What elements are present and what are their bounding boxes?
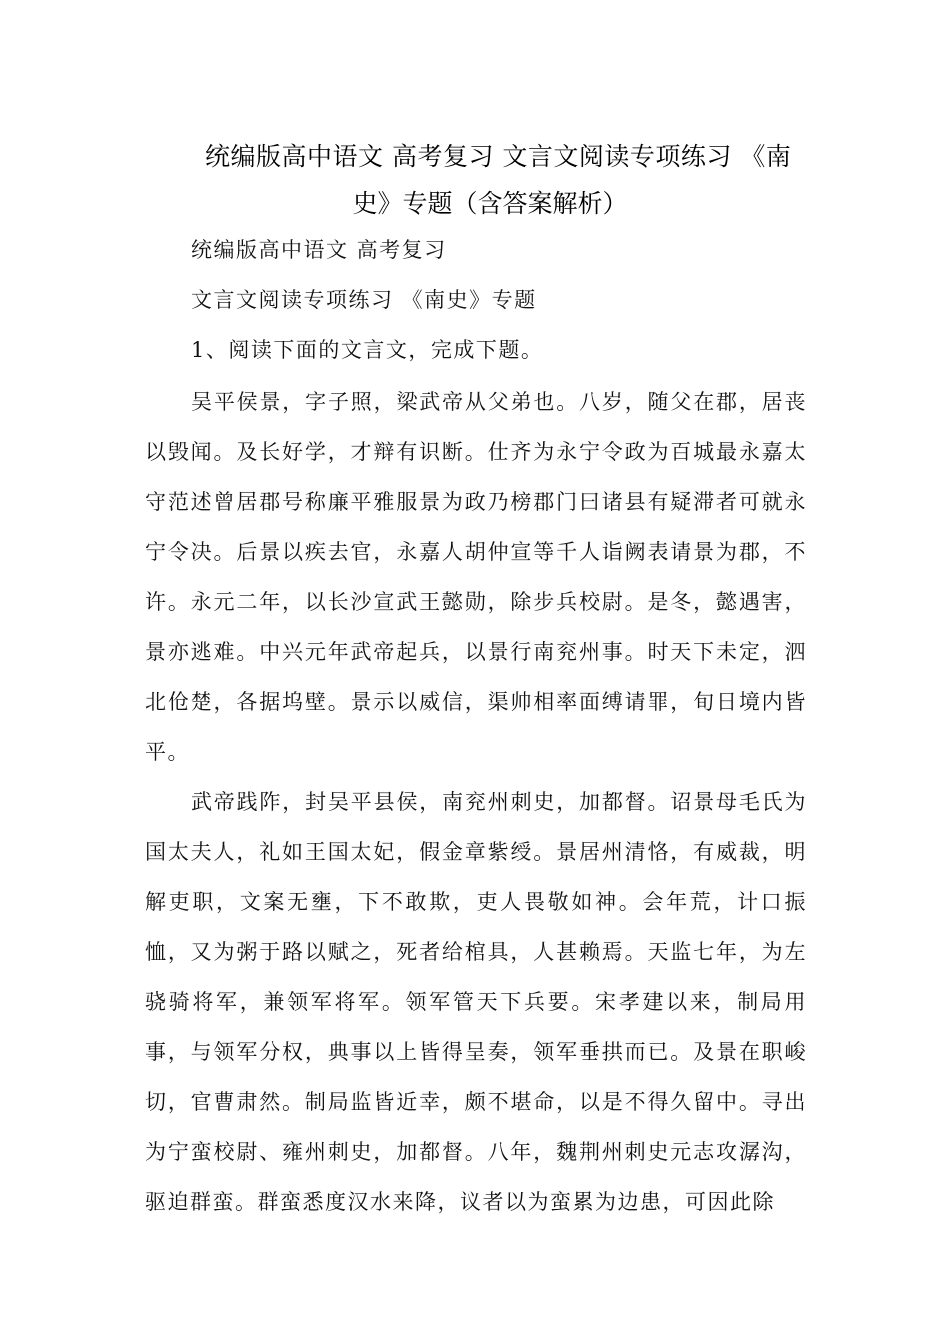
question-prompt: 1、阅读下面的文言文，完成下题。 [191,338,544,362]
passage-paragraph-1: 吴平侯景，字子照，梁武帝从父弟也。八岁，随父在郡，居丧以毁闻。及长好学，才辩有识断。仕齐为永宁令政为百城最永嘉太守范述曾居郡号称廉平雅服景为政乃榜郡门曰诸县有疑滞者可就永宁令决。后景以疾去官，永嘉人胡仲宣等千人诣阙表请景为郡，不许。永元二年，以长沙宣武王懿勋，除步兵校尉。是冬，懿遇害，景亦逃难。中兴元年武帝起兵，以景行南兖州事。时天下未定，泗北伧楚，各据坞壁。景示以威信，渠帅相率面缚请罪，旬日境内皆平。 [145,390,807,764]
subtitle-topic: 文言文阅读专项练习 《南史》专题 [191,288,537,312]
document-title [205,133,805,227]
title-line-1: 统编版高中语文 高考复习 文言文阅读专项练习 《南 [205,142,792,171]
title-line-2: 史》专题（含答案解析） [352,189,628,218]
passage-paragraph-2: 武帝践阼，封吴平县侯，南兖州刺史，加都督。诏景母毛氏为国太夫人，礼如王国太妃，假金章紫绶。景居州清恪，有威裁，明解吏职，文案无壅，下不敢欺，吏人畏敬如神。会年荒，计口振恤，又为粥于路以赋之，死者给棺具，人甚赖焉。天监七年，为左骁骑将军，兼领军将军。领军管天下兵要。宋孝建以来，制局用事，与领军分权，典事以上皆得呈奏，领军垂拱而已。及景在职峻切，官曹肃然。制局监皆近幸，颇不堪命，以是不得久留中。寻出为宁蛮校尉、雍州刺史，加都督。八年，魏荆州刺史元志攻潺沟，驱迫群蛮。群蛮悉度汉水来降，议者以为蛮累为边患，可因此除 [145,790,807,1214]
subtitle-course: 统编版高中语文 高考复习 [191,238,447,262]
